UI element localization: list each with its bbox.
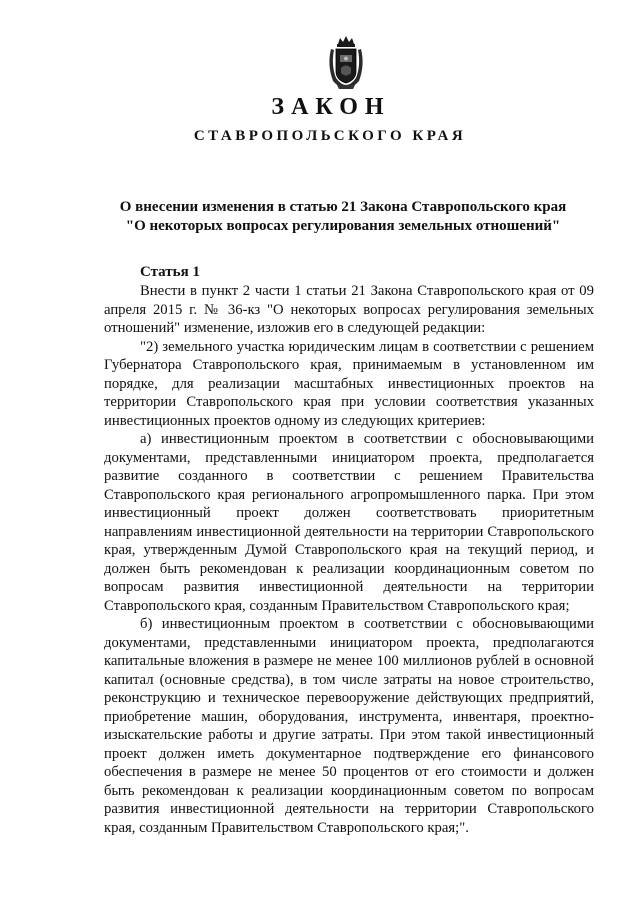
paragraph: "2) земельного участка юридическим лицам в соответствии с решением Губернатора Ставропольского края, принимаемым в установленном им порядке, для реализации масштабных инвестиционных проектов на территории Ставропольского края при условии соответствия указанных инвестиционных проектов одному из следующих критериев: [104, 338, 594, 429]
law-heading [118, 198, 568, 236]
paragraph: б) инвестиционным проектом в соответствии с обосновывающими документами, представленными инициатором проекта, предполагаются капитальные вложения в размере не менее 100 миллионов рублей в основной капитал (основные средства), в том числе затраты на новое строительство, реконструкцию и техническое перевооружение действующих предприятий, приобретение машин, оборудования, инструмента, инвентаря, проектно-изыскательские работы и другие затраты. При этом такой инвестиционный проект должен иметь документарное подтверждение его финансового обеспечения в размере не менее 50 процентов от его стоимости и должен быть рекомендован к реализации координационным советом по вопросам развития инвестиционной деятельности на территории Ставропольского края, созданным Правительством Ставропольского края;". [104, 616, 594, 836]
law-heading-line-2: "О некоторых вопросах регулирования земельных отношений" [125, 218, 561, 234]
article-title: Статья 1 [140, 264, 200, 280]
paragraph: а) инвестиционным проектом в соответствии с обосновывающими документами, представленными инициатором проекта, предполагается развитие созданного в соответствии с решением Правительства Ставропольского края регионального агропромышленного парка. При этом инвестиционный проект должен соответствовать приоритетным направлениям инвестиционной деятельности на территории Ставропольского края, утвержденным Думой Ставропольского края на текущий период, и должен быть рекомендован к реализации координационным советом по вопросам развития инвестиционной деятельности на территории Ставропольского края, созданным Правительством Ставропольского края; [104, 431, 594, 614]
document-subtitle: СТАВРОПОЛЬСКОГО КРАЯ [193, 128, 467, 144]
coat-of-arms-icon [325, 35, 367, 91]
document-title: ЗАКОН [271, 94, 391, 120]
paragraph: Внести в пункт 2 части 1 статьи 21 Закона Ставропольского края от 09 апреля 2015 г. № 36-кз "О некоторых вопросах регулирования земельных отношений" изменение, изложив его в следующей редакции: [104, 283, 594, 336]
law-heading-line-1: О внесении изменения в статью 21 Закона Ставропольского края [119, 199, 567, 215]
article-body [104, 282, 594, 837]
